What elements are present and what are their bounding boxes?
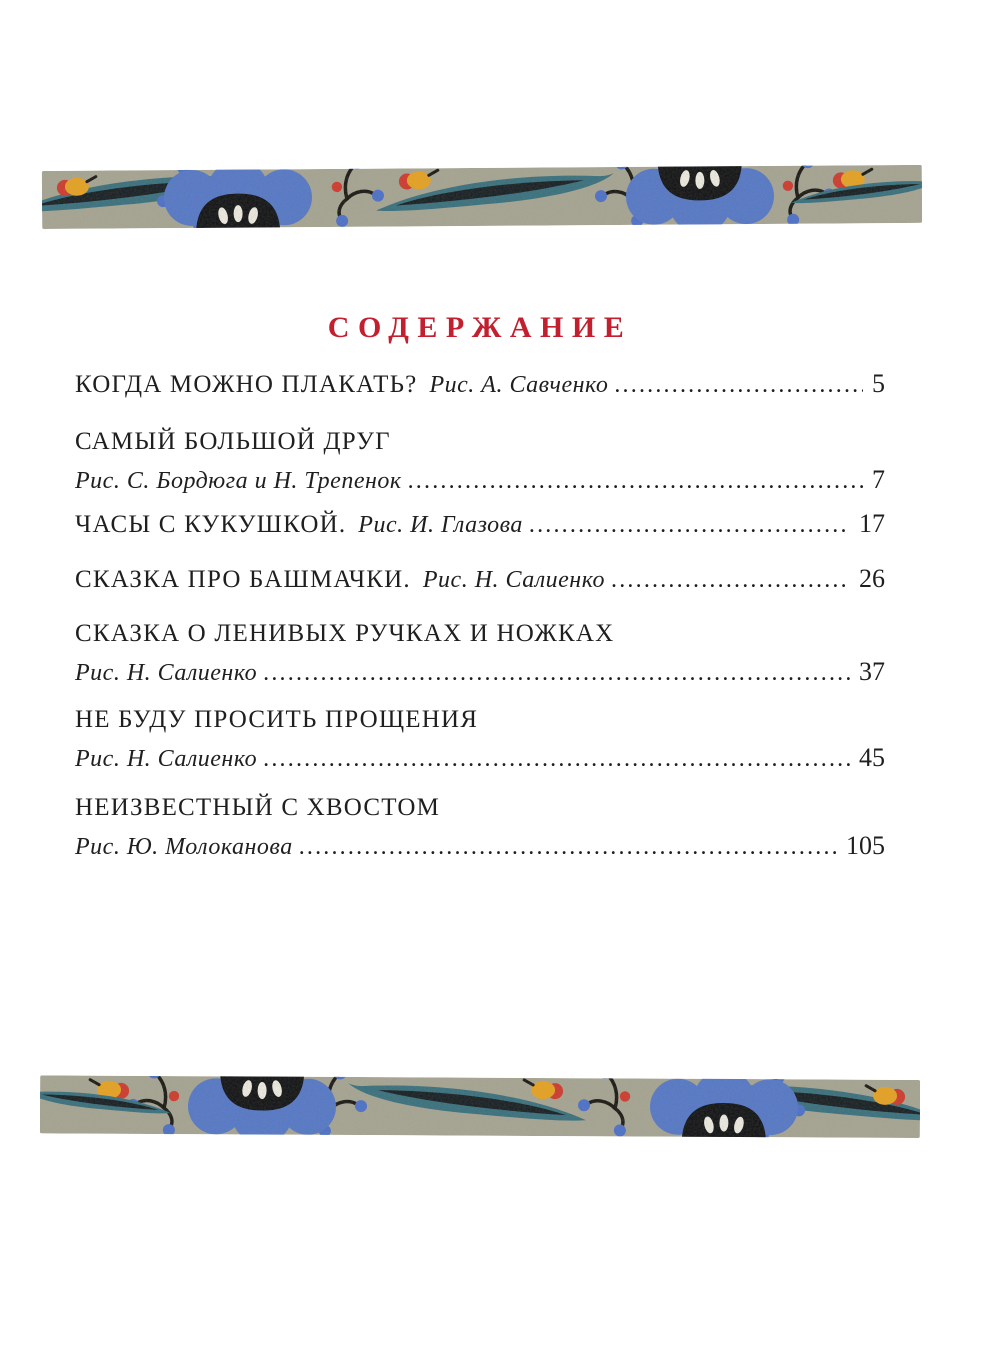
dot-leader [408,462,863,500]
toc-entry [75,560,885,599]
toc-entry-credit: Рис. А. Савченко [429,372,609,398]
toc-entry-credit: Рис. Н. Салиенко [75,746,258,772]
toc-entry-title: НЕ БУДУ ПРОСИТЬ ПРОЩЕНИЯ [75,706,479,733]
toc [75,0,885,1349]
dot-leader [614,366,863,404]
toc-entry [75,701,885,778]
dot-leader [299,828,837,866]
toc-entry-credit: Рис. Н. Салиенко [75,660,258,686]
toc-entry-page: 105 [846,831,885,860]
toc-entry-title: КОГДА МОЖНО ПЛАКАТЬ? [75,371,418,398]
toc-entry-title: СКАЗКА ПРО БАШМАЧКИ. [75,566,411,593]
toc-entry [75,789,885,866]
toc-entry-title: НЕИЗВЕСТНЫЙ С ХВОСТОМ [75,794,441,821]
dot-leader [263,740,850,778]
toc-entry-credit: Рис. Ю. Молоканова [75,834,293,860]
toc-entry-title: САМЫЙ БОЛЬШОЙ ДРУГ [75,428,391,455]
page-title: СОДЕРЖАНИЕ [327,311,633,345]
dot-leader [611,561,850,599]
toc-entry-credit: Рис. С. Бордюга и Н. Трепенок [75,468,402,494]
toc-entry [75,615,885,692]
toc-entry-credit: Рис. Н. Салиенко [422,567,606,593]
toc-entry [75,423,885,500]
toc-entry-page: 5 [872,369,885,398]
dot-leader [529,506,850,544]
toc-entry-title: ЧАСЫ С КУКУШКОЙ. [75,511,347,538]
toc-entry-title: СКАЗКА О ЛЕНИВЫХ РУЧКАХ И НОЖКАХ [75,620,615,647]
dot-leader [263,654,850,692]
toc-entry-page: 17 [859,509,885,538]
toc-entry-page: 45 [859,743,885,772]
toc-entry-page: 26 [859,564,885,593]
toc-entry-credit: Рис. И. Глазова [358,512,523,538]
toc-entry-page: 37 [859,657,885,686]
toc-entry [75,365,885,404]
toc-entry [75,505,885,544]
toc-entry-page: 7 [872,465,885,494]
